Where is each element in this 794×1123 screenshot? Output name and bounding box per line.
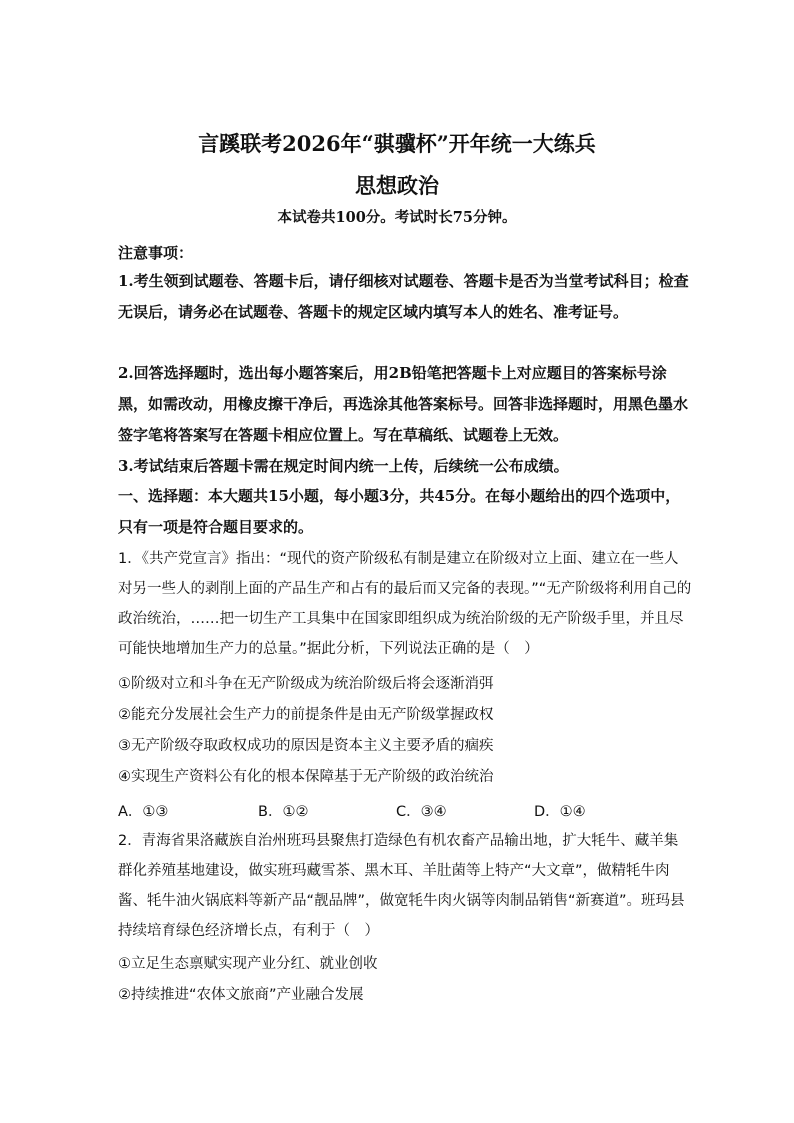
question-1-stem: 1．《共产党宣言》指出：“现代的资产阶级私有制是建立在阶级对立上面、建立在一些人对另一些人的剥削上面的产品生产和占有的最后而又完备的表现。”“无产阶级将利用自己的政治统治，……把一切生产工具集中在国家即组织成为统治阶级的无产阶级手里，并且尽可能快地增加生产力的总量。”据此分析，下列说法正确的是（ ） (118, 551, 692, 657)
notice-item-1: 1.考生领到试题卷、答题卡后，请仔细核对试题卷、答题卡是否为当堂考试科目；检查无误后，请务必在试题卷、答题卡的规定区域内填写本人的姓名、准考证号。 (118, 272, 689, 321)
exam-title: 言蹊联考2026年“骐骥杯”开年统一大练兵 (198, 131, 596, 156)
question-1-choices (118, 800, 678, 820)
question-2-option-2: ②持续推进“农体文旅商”产业融合发展 (118, 987, 364, 1003)
notice-item-3: 3.考试结束后答题卡需在规定时间内统一上传，后续统一公布成绩。 (118, 457, 569, 475)
exam-info: 本试卷共100分。考试时长75分钟。 (277, 209, 517, 226)
question-2-option-1: ①立足生态禀赋实现产业分红、就业创收 (118, 956, 378, 972)
question-1-option-2: ②能充分发展社会生产力的前提条件是由无产阶级掌握政权 (118, 707, 494, 723)
subject-title: 思想政治 (355, 173, 439, 198)
notice-item-2: 2.回答选择题时，选出每小题答案后，用2B铅笔把答题卡上对应题目的答案标号涂黑，如需改动，用橡皮擦干净后，再选涂其他答案标号。回答非选择题时，用黑色墨水签字笔将答案写在答题卡相应位置上。写在草稿纸、试题卷上无效。 (118, 364, 689, 444)
question-1-option-1: ①阶级对立和斗争在无产阶级成为统治阶级后将会逐渐消弭 (118, 676, 494, 692)
choice-c: C．③④ (396, 804, 447, 820)
question-1-option-4: ④实现生产资料公有化的根本保障基于无产阶级的政治统治 (118, 769, 494, 785)
choice-b: B．①② (258, 804, 309, 820)
question-1-option-3: ③无产阶级夺取政权成功的原因是资本主义主要矛盾的痼疾 (118, 738, 494, 754)
choice-a: A．①③ (118, 804, 169, 820)
choice-d: D．①④ (534, 804, 586, 820)
section-heading: 一、选择题：本大题共15小题，每小题3分，共45分。在每小题给出的四个选项中，只有一项是符合题目要求的。 (118, 487, 681, 536)
notice-heading: 注意事项： (118, 244, 194, 262)
question-2-stem: 2．青海省果洛藏族自治州班玛县聚焦打造绿色有机农畜产品输出地，扩大牦牛、藏羊集群化养殖基地建设，做实班玛藏雪茶、黑木耳、羊肚菌等上特产“大文章”，做精牦牛肉酱、牦牛油火锅底料等新产品“靓品牌”，做宽牦牛肉火锅等肉制品销售“新赛道”。班玛县持续培育绿色经济增长点，有利于（ ） (118, 833, 685, 939)
